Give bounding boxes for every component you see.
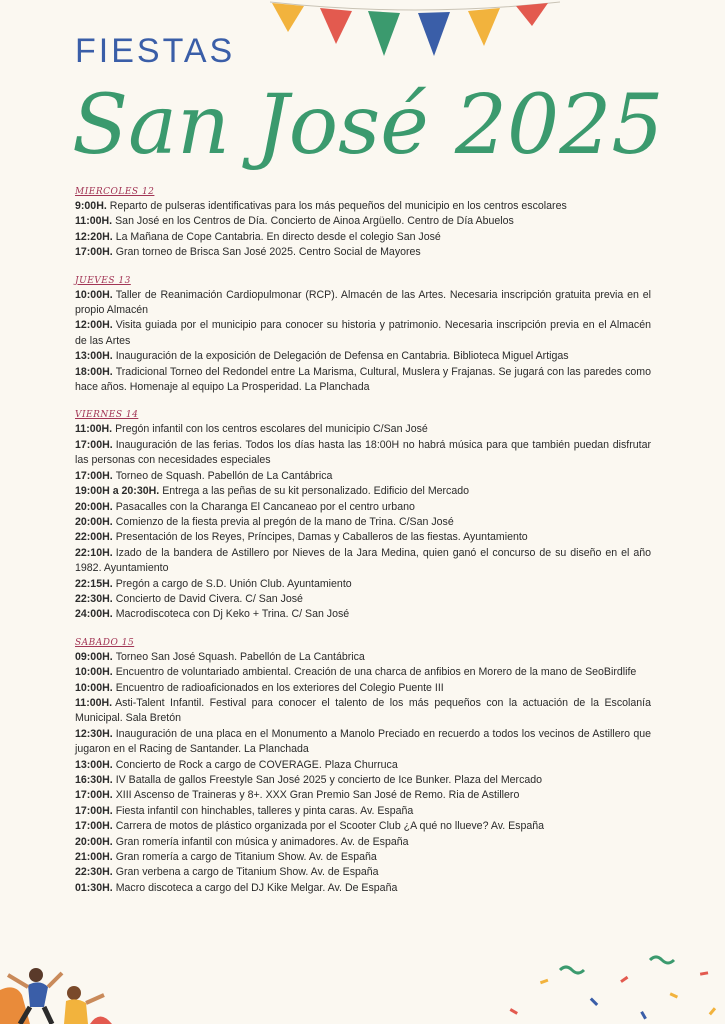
event-time: 17:00H. bbox=[75, 469, 113, 482]
event-item bbox=[75, 607, 651, 622]
event-description: Torneo San José Squash. Pabellón de La Cantábrica bbox=[115, 650, 365, 663]
event-time: 10:00H. bbox=[75, 666, 113, 679]
event-item bbox=[75, 288, 651, 319]
bunting-flag bbox=[516, 3, 548, 26]
event-description: Pregón a cargo de S.D. Unión Club. Ayuntamiento bbox=[115, 577, 352, 590]
event-item bbox=[75, 530, 651, 545]
event-time: 11:00H. bbox=[75, 215, 113, 228]
day-label: VIERNES 14 bbox=[75, 410, 139, 421]
event-item bbox=[75, 365, 651, 396]
event-time: 12:30H. bbox=[75, 727, 113, 740]
event-description: Inauguración de una placa en el Monumento a Manolo Preciado en recuerdo a todos los vecinos de Astillero que jugaron en el Racing de Santander. La Planchada bbox=[75, 727, 651, 756]
event-description: Entrega a las peñas de su kit personalizado. Edificio del Mercado bbox=[162, 485, 470, 498]
event-time: 16:30H. bbox=[75, 774, 113, 786]
event-time: 17:00H. bbox=[75, 804, 113, 817]
event-time: 12:20H. bbox=[75, 230, 113, 243]
event-description: Presentación de los Reyes, Príncipes, Damas y Caballeros de las fiestas. Ayuntamiento bbox=[115, 531, 528, 544]
page-subtitle: FIESTAS bbox=[75, 32, 236, 70]
event-item bbox=[75, 230, 651, 245]
event-item bbox=[75, 758, 651, 773]
event-time: 11:00H. bbox=[75, 696, 113, 709]
event-description: Macro discoteca a cargo del DJ Kike Melgar. Av. De España bbox=[115, 881, 398, 894]
day-label: JUEVES 13 bbox=[75, 275, 131, 286]
event-description: Gran romería a cargo de Titanium Show. Av. de España bbox=[115, 851, 377, 864]
event-description: Macrodiscoteca con Dj Keko + Trina. C/ San José bbox=[115, 608, 350, 621]
event-time: 22:15H. bbox=[75, 577, 113, 590]
event-description: Comienzo de la fiesta previa al pregón de la mano de Trina. C/San José bbox=[115, 515, 454, 528]
event-time: 09:00H. bbox=[75, 650, 113, 663]
event-time: 17:00H. bbox=[75, 820, 113, 833]
event-description: Fiesta infantil con hinchables, talleres y pinta caras. Av. España bbox=[115, 804, 414, 817]
day-section bbox=[75, 275, 651, 396]
event-time: 10:00H. bbox=[75, 288, 113, 301]
page-title: San José 2025 bbox=[72, 78, 664, 173]
event-item bbox=[75, 881, 651, 896]
day-section bbox=[75, 637, 651, 897]
event-item bbox=[75, 199, 651, 214]
event-item bbox=[75, 500, 651, 515]
event-item bbox=[75, 349, 651, 364]
event-time: 22:30H. bbox=[75, 592, 113, 605]
event-description: San José en los Centros de Día. Concierto de Ainoa Argüello. Centro de Día Abuelos bbox=[115, 215, 514, 228]
event-item bbox=[75, 788, 651, 803]
event-item bbox=[75, 515, 651, 530]
event-description: Taller de Reanimación Cardiopulmonar (RCP). Almacén de las Artes. Necesaria inscripción gratuita previa en el propio Almacén bbox=[75, 288, 651, 317]
event-item bbox=[75, 245, 651, 260]
day-label: MIERCOLES 12 bbox=[75, 187, 155, 197]
bunting-decoration bbox=[270, 0, 560, 60]
event-time: 17:00H. bbox=[75, 246, 113, 259]
event-item bbox=[75, 773, 651, 788]
event-time: 17:00H. bbox=[75, 438, 113, 451]
event-time: 22:10H. bbox=[75, 546, 113, 559]
event-time: 13:00H. bbox=[75, 350, 113, 363]
program-list bbox=[75, 186, 651, 910]
event-description: Inauguración de la exposición de Delegación de Defensa en Cantabria. Biblioteca Miguel Artigas bbox=[115, 350, 569, 363]
event-item bbox=[75, 592, 651, 607]
event-description: Concierto de David Civera. C/ San José bbox=[115, 592, 303, 605]
event-time: 22:30H. bbox=[75, 866, 113, 879]
event-time: 22:00H. bbox=[75, 531, 113, 544]
event-item bbox=[75, 484, 651, 499]
event-time: 20:00H. bbox=[75, 500, 113, 513]
event-description: Encuentro de voluntariado ambiental. Creación de una charca de anfibios en Morero de la mano de SeoBirdlife bbox=[115, 666, 637, 679]
day-label: SABADO 15 bbox=[75, 637, 135, 648]
event-item bbox=[75, 727, 651, 758]
event-item bbox=[75, 696, 651, 727]
event-item bbox=[75, 650, 651, 665]
event-description: La Mañana de Cope Cantabria. En directo desde el colegio San José bbox=[115, 230, 441, 243]
event-item bbox=[75, 804, 651, 819]
bunting-flag bbox=[320, 8, 352, 44]
event-description: Carrera de motos de plástico organizada por el Scooter Club ¿A qué no llueve? Av. España bbox=[115, 820, 545, 833]
event-item bbox=[75, 214, 651, 229]
event-description: Concierto de Rock a cargo de COVERAGE. Plaza Churruca bbox=[115, 758, 398, 771]
event-item bbox=[75, 665, 651, 680]
event-description: Gran romería infantil con música y animadores. Av. de España bbox=[115, 835, 409, 848]
event-time: 20:00H. bbox=[75, 835, 113, 848]
event-item bbox=[75, 546, 651, 577]
event-item bbox=[75, 577, 651, 592]
event-item bbox=[75, 819, 651, 834]
event-time: 01:30H. bbox=[75, 881, 113, 894]
event-time: 24:00H. bbox=[75, 608, 113, 621]
day-section bbox=[75, 186, 651, 261]
event-time: 9:00H. bbox=[75, 200, 107, 212]
bunting-flag bbox=[468, 8, 500, 46]
event-item bbox=[75, 681, 651, 696]
event-item bbox=[75, 422, 651, 437]
event-description: Gran verbena a cargo de Titanium Show. Av. de España bbox=[115, 866, 379, 879]
bunting-flag bbox=[272, 3, 304, 32]
event-time: 20:00H. bbox=[75, 515, 113, 528]
event-time: 13:00H. bbox=[75, 758, 113, 771]
event-description: Inauguración de las ferias. Todos los días hasta las 18:00H no habrá música para que también puedan disfrutar las personas con necesidades especiales bbox=[75, 438, 651, 467]
event-description: Pregón infantil con los centros escolares del municipio C/San José bbox=[115, 423, 428, 436]
event-time: 17:00H. bbox=[75, 789, 113, 802]
event-description: Gran torneo de Brisca San José 2025. Centro Social de Mayores bbox=[115, 246, 421, 259]
dancers-illustration bbox=[0, 935, 120, 1024]
event-time: 18:00H. bbox=[75, 365, 113, 378]
event-description: Reparto de pulseras identificativas para los más pequeños del municipio en los centros escolares bbox=[109, 200, 567, 212]
event-time: 11:00H. bbox=[75, 423, 113, 436]
event-item bbox=[75, 865, 651, 880]
event-description: Torneo de Squash. Pabellón de La Cantábrica bbox=[115, 469, 333, 482]
event-description: Asti-Talent Infantil. Festival para conocer el talento de los más pequeños con la actuación de la Escolanía Municipal. Sala Bretón bbox=[75, 696, 651, 725]
event-item bbox=[75, 850, 651, 865]
event-item bbox=[75, 438, 651, 469]
event-description: IV Batalla de gallos Freestyle San José 2025 y concierto de Ice Bunker. Plaza del Mercado bbox=[115, 774, 543, 786]
event-item bbox=[75, 318, 651, 349]
confetti-decoration bbox=[500, 950, 725, 1024]
event-time: 21:00H. bbox=[75, 851, 113, 864]
event-description: Encuentro de radioaficionados en los exteriores del Colegio Puente III bbox=[115, 681, 444, 694]
event-item bbox=[75, 469, 651, 484]
event-item bbox=[75, 835, 651, 850]
event-description: Tradicional Torneo del Redondel entre La Marisma, Cultural, Muslera y Frajanas. Se jugará con las paredes como hace años. Homenaje al equipo La Prosperidad. La Planchada bbox=[75, 365, 651, 394]
bunting-flag bbox=[368, 11, 400, 56]
event-time: 10:00H. bbox=[75, 681, 113, 694]
day-section bbox=[75, 409, 651, 622]
event-description: XIII Ascenso de Traineras y 8+. XXX Gran Premio San José de Remo. Ria de Astillero bbox=[115, 789, 520, 802]
event-description: Pasacalles con la Charanga El Cancaneao por el centro urbano bbox=[115, 500, 415, 513]
event-description: Izado de la bandera de Astillero por Nieves de la Jara Medina, quien ganó el concurso de su diseño en el año 1982. Ayuntamiento bbox=[75, 546, 651, 575]
event-time: 19:00H a 20:30H. bbox=[75, 485, 160, 498]
bunting-flag bbox=[418, 12, 450, 56]
event-time: 12:00H. bbox=[75, 319, 113, 332]
event-description: Visita guiada por el municipio para conocer su historia y patrimonio. Necesaria inscripción previa en el Almacén de las Artes bbox=[75, 319, 651, 347]
